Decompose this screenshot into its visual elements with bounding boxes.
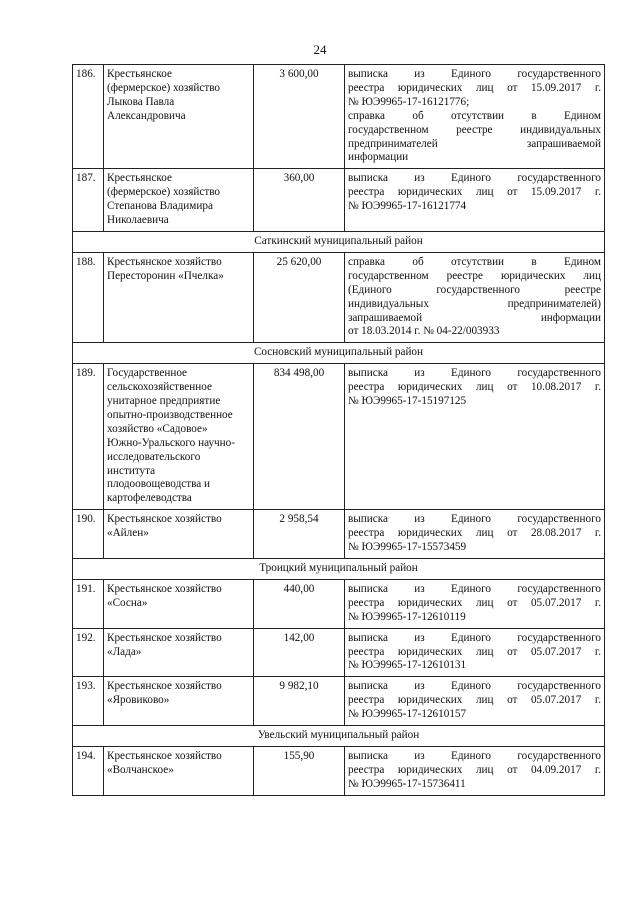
document-line: выписка из Единого государственного: [348, 172, 601, 185]
document-line: № ЮЭ9965-17-15736411: [348, 777, 466, 790]
table-row: [73, 169, 605, 232]
table-row: [73, 579, 605, 628]
document-line: выписка из Единого государственного: [348, 631, 601, 644]
document-line: реестра юридических лиц от 04.09.2017 г.: [348, 763, 601, 776]
recipient-name-line: Лыкова Павла: [107, 95, 175, 108]
row-number: 194.: [73, 746, 104, 795]
district-header: Сосновский муниципальный район: [73, 343, 605, 364]
district-header: Саткинский муниципальный район: [73, 231, 605, 252]
document-line: № ЮЭ9965-17-12610119: [348, 610, 466, 623]
row-number: 190.: [73, 510, 104, 559]
row-number: 186.: [73, 65, 104, 169]
district-header-row: [73, 559, 605, 580]
row-number: 191.: [73, 579, 104, 628]
supporting-document: [345, 65, 605, 169]
document-line: выписка из Единого государственного: [348, 680, 601, 693]
document-line: выписка из Единого государственного: [348, 367, 601, 380]
registry-table: [72, 64, 605, 796]
document-line: государственном реестре юридических лиц: [348, 269, 601, 282]
table-row: [73, 746, 605, 795]
district-header-row: [73, 231, 605, 252]
table-row: [73, 252, 605, 342]
recipient-name-line: опытно-производственное: [107, 408, 233, 421]
district-header: Увельский муниципальный район: [73, 726, 605, 747]
document-line: реестра юридических лиц от 15.09.2017 г.: [348, 186, 601, 199]
amount: 834 498,00: [254, 364, 345, 510]
document-line: № ЮЭ9965-17-16121774: [348, 200, 467, 213]
document-line: № ЮЭ9965-17-16121776;: [348, 95, 470, 108]
recipient-name-line: Крестьянское: [107, 68, 172, 80]
supporting-document: [345, 169, 605, 232]
row-number: 188.: [73, 252, 104, 342]
recipient-name-line: хозяйство «Садовое»: [107, 422, 208, 435]
page-number: 24: [313, 42, 327, 57]
recipient-name-line: унитарное предприятие: [107, 395, 221, 408]
document-line: справка об отсутствии в Едином: [348, 109, 601, 122]
recipient-name: [104, 169, 254, 232]
recipient-name-line: плодоовощеводства и: [107, 478, 211, 491]
document-line: № ЮЭ9965-17-15573459: [348, 541, 467, 554]
recipient-name: [104, 252, 254, 342]
amount: 25 620,00: [254, 252, 345, 342]
amount: 155,90: [254, 746, 345, 795]
document-line: выписка из Единого государственного: [348, 582, 601, 595]
recipient-name-line: «Яровиково»: [107, 694, 170, 707]
document-line: информации: [348, 151, 409, 164]
supporting-document: [345, 628, 605, 677]
document-line: № ЮЭ9965-17-12610157: [348, 708, 467, 721]
document-line: выписка из Единого государственного: [348, 749, 601, 762]
table-row: [73, 65, 605, 169]
recipient-name-line: «Айлен»: [107, 527, 149, 540]
supporting-document: [345, 677, 605, 726]
amount: 9 982,10: [254, 677, 345, 726]
document-line: реестра юридических лиц от 10.08.2017 г.: [348, 381, 601, 394]
district-header: Троицкий муниципальный район: [73, 559, 605, 580]
row-number: 193.: [73, 677, 104, 726]
recipient-name-line: сельскохозяйственное: [107, 381, 212, 394]
recipient-name-line: института: [107, 464, 156, 477]
table-row: [73, 628, 605, 677]
document-line: реестра юридических лиц от 28.08.2017 г.: [348, 527, 601, 540]
document-line: реестра юридических лиц от 05.07.2017 г.: [348, 596, 601, 609]
document-line: запрашиваемой информации: [348, 311, 601, 324]
registry-body: [73, 65, 605, 796]
amount: 440,00: [254, 579, 345, 628]
document-line: выписка из Единого государственного: [348, 513, 601, 526]
recipient-name-line: Николаевича: [107, 214, 169, 227]
recipient-name-line: «Лада»: [107, 645, 142, 658]
recipient-name-line: Крестьянское хозяйство: [107, 631, 222, 644]
amount: 3 600,00: [254, 65, 345, 169]
recipient-name-line: (фермерское) хозяйство: [107, 81, 221, 94]
document-line: № ЮЭ9965-17-12610131: [348, 659, 467, 672]
recipient-name: [104, 677, 254, 726]
recipient-name-line: Крестьянское: [107, 172, 172, 185]
recipient-name-line: Степанова Владимира: [107, 200, 213, 213]
document-line: государственном реестре индивидуальных: [348, 123, 601, 136]
recipient-name-line: Крестьянское хозяйство: [107, 255, 222, 268]
recipient-name-line: исследовательского: [107, 450, 201, 463]
recipient-name-line: Александровича: [107, 109, 186, 122]
table-row: [73, 364, 605, 510]
supporting-document: [345, 510, 605, 559]
document-line: реестра юридических лиц от 15.09.2017 г.: [348, 81, 601, 94]
row-number: 187.: [73, 169, 104, 232]
amount: 142,00: [254, 628, 345, 677]
supporting-document: [345, 364, 605, 510]
recipient-name-line: Крестьянское хозяйство: [107, 680, 222, 693]
supporting-document: [345, 746, 605, 795]
document-line: выписка из Единого государственного: [348, 68, 601, 80]
recipient-name: [104, 628, 254, 677]
document-line: от 18.03.2014 г. № 04-22/003933: [348, 325, 500, 338]
document-line: реестра юридических лиц от 05.07.2017 г.: [348, 694, 601, 707]
document-line: предпринимателей запрашиваемой: [348, 137, 601, 150]
table-row: [73, 510, 605, 559]
amount: 360,00: [254, 169, 345, 232]
row-number: 192.: [73, 628, 104, 677]
document-line: № ЮЭ9965-17-15197125: [348, 395, 467, 408]
recipient-name: [104, 364, 254, 510]
document-line: справка об отсутствии в Едином: [348, 255, 601, 268]
supporting-document: [345, 579, 605, 628]
amount: 2 958,54: [254, 510, 345, 559]
recipient-name: [104, 65, 254, 169]
supporting-document: [345, 252, 605, 342]
recipient-name-line: (фермерское) хозяйство: [107, 186, 221, 199]
recipient-name-line: Крестьянское хозяйство: [107, 749, 222, 762]
recipient-name: [104, 746, 254, 795]
recipient-name-line: картофелеводства: [107, 492, 192, 505]
document-line: (Единого государственного реестре: [348, 283, 601, 296]
document-line: индивидуальных предпринимателей): [348, 297, 601, 310]
recipient-name-line: Государственное: [107, 367, 188, 380]
recipient-name-line: Крестьянское хозяйство: [107, 582, 222, 595]
district-header-row: [73, 726, 605, 747]
row-number: 189.: [73, 364, 104, 510]
district-header-row: [73, 343, 605, 364]
table-row: [73, 677, 605, 726]
recipient-name-line: Крестьянское хозяйство: [107, 513, 222, 526]
recipient-name-line: Пересторонин «Пчелка»: [107, 269, 224, 282]
recipient-name: [104, 510, 254, 559]
recipient-name-line: «Сосна»: [107, 596, 148, 609]
recipient-name: [104, 579, 254, 628]
recipient-name-line: Южно-Уральского научно-: [107, 436, 235, 449]
recipient-name-line: «Волчанское»: [107, 763, 174, 776]
document-line: реестра юридических лиц от 05.07.2017 г.: [348, 645, 601, 658]
